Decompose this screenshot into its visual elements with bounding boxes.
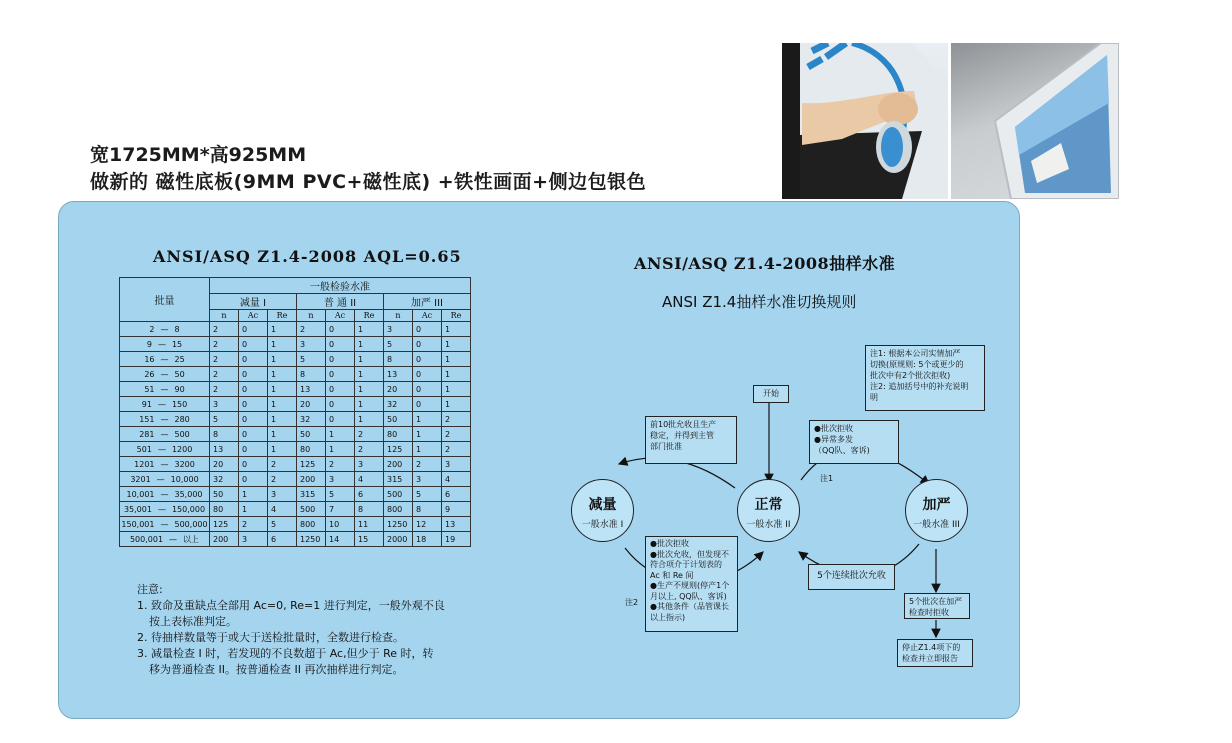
table-cell: 125 (297, 457, 326, 472)
aql-panel (58, 201, 1020, 719)
table-cell: 2 (442, 442, 471, 457)
table-cell: 0 (413, 397, 442, 412)
col-general-header: 一般检验水准 (210, 278, 471, 294)
table-cell: 32 (384, 397, 413, 412)
product-photo-hand (782, 43, 948, 199)
sub-header-re: Re (268, 310, 297, 322)
sub-header-ac: Ac (326, 310, 355, 322)
table-cell: 3 (239, 532, 268, 547)
lot-range-cell: 3201 — 10,000 (120, 472, 210, 487)
table-cell: 1 (442, 352, 471, 367)
table-cell: 2 (239, 517, 268, 532)
table-cell: 200 (384, 457, 413, 472)
lot-range-cell: 9 — 15 (120, 337, 210, 352)
table-cell: 315 (297, 487, 326, 502)
table-cell: 2 (210, 322, 239, 337)
table-cell: 0 (239, 472, 268, 487)
state-reduced: 减量 一般水准 I (571, 479, 634, 542)
table-cell: 14 (326, 532, 355, 547)
table-cell: 3 (297, 337, 326, 352)
table-cell: 11 (355, 517, 384, 532)
lot-range-cell: 2 — 8 (120, 322, 210, 337)
table-cell: 800 (384, 502, 413, 517)
table-cell: 1 (268, 382, 297, 397)
header-size-line: 宽1725MM*高925MM (90, 144, 307, 166)
table-cell: 2 (210, 367, 239, 382)
lot-range-cell: 26 — 50 (120, 367, 210, 382)
table-cell: 6 (442, 487, 471, 502)
lot-range-cell: 51 — 90 (120, 382, 210, 397)
table-cell: 1 (268, 427, 297, 442)
flow-stop-box: 停止Z1.4项下的 检查并立即报告 (897, 639, 973, 667)
table-cell: 13 (210, 442, 239, 457)
table-cell: 0 (239, 337, 268, 352)
table-cell: 0 (239, 322, 268, 337)
table-cell: 2000 (384, 532, 413, 547)
table-cell: 1 (355, 397, 384, 412)
table-cell: 32 (297, 412, 326, 427)
table-cell: 1 (442, 382, 471, 397)
lot-range-cell: 281 — 500 (120, 427, 210, 442)
table-cell: 50 (384, 412, 413, 427)
note-1: 1. 致命及重缺点全部用 Ac=0, Re=1 进行判定，一般外观不良 (137, 599, 445, 612)
sub-header-n: n (210, 310, 239, 322)
table-cell: 1 (355, 367, 384, 382)
table-cell: 3 (384, 322, 413, 337)
table-cell: 1 (442, 397, 471, 412)
table-cell: 1 (268, 412, 297, 427)
table-cell: 0 (239, 382, 268, 397)
table-cell: 1 (268, 337, 297, 352)
aql-title: ANSI/ASQ Z1.4-2008 AQL=0.65 (153, 247, 462, 266)
state-normal: 正常 一般水准 II (737, 479, 800, 542)
lot-range-cell: 35,001 — 150,000 (120, 502, 210, 517)
table-cell: 20 (384, 382, 413, 397)
table-cell: 7 (326, 502, 355, 517)
table-cell: 3 (210, 397, 239, 412)
table-cell: 1 (355, 322, 384, 337)
table-cell: 0 (326, 412, 355, 427)
table-cell: 1 (268, 442, 297, 457)
table-cell: 5 (326, 487, 355, 502)
lot-range-cell: 1201 — 3200 (120, 457, 210, 472)
table-cell: 2 (442, 427, 471, 442)
table-cell: 200 (210, 532, 239, 547)
table-cell: 8 (297, 367, 326, 382)
lot-range-cell: 10,001 — 35,000 (120, 487, 210, 502)
table-cell: 1 (413, 412, 442, 427)
table-cell: 200 (297, 472, 326, 487)
table-cell: 1 (442, 322, 471, 337)
note-1-cont: 按上表标准判定。 (149, 615, 237, 628)
state-tightened: 加严 一般水准 III (905, 479, 968, 542)
table-cell: 0 (239, 397, 268, 412)
table-cell: 8 (355, 502, 384, 517)
note1-label: 注1 (820, 474, 834, 483)
sub-header-re: Re (355, 310, 384, 322)
table-cell: 0 (326, 352, 355, 367)
level-tightened-header: 加严 III (384, 294, 471, 310)
flow-subtitle: ANSI Z1.4抽样水准切换规则 (662, 293, 857, 311)
note-3-cont: 移为普通检查 II。按普通检查 II 再次抽样进行判定。 (149, 663, 404, 676)
notes-heading: 注意: (137, 583, 163, 596)
table-cell: 0 (326, 397, 355, 412)
table-cell: 5 (413, 487, 442, 502)
note-2: 2. 待抽样数量等于或大于送检批量时，全数进行检查。 (137, 631, 404, 644)
table-cell: 20 (297, 397, 326, 412)
table-cell: 0 (413, 382, 442, 397)
sub-header-re: Re (442, 310, 471, 322)
sub-header-ac: Ac (239, 310, 268, 322)
table-cell: 5 (268, 517, 297, 532)
table-cell: 1 (268, 397, 297, 412)
table-cell: 6 (268, 532, 297, 547)
table-cell: 13 (297, 382, 326, 397)
table-cell: 1 (355, 382, 384, 397)
table-cell: 800 (297, 517, 326, 532)
table-cell: 3 (268, 487, 297, 502)
table-cell: 2 (297, 322, 326, 337)
table-cell: 9 (442, 502, 471, 517)
table-cell: 2 (268, 457, 297, 472)
sub-header-n: n (384, 310, 413, 322)
table-cell: 3 (413, 472, 442, 487)
table-cell: 1 (326, 442, 355, 457)
table-cell: 1 (355, 352, 384, 367)
table-cell: 50 (210, 487, 239, 502)
table-cell: 3 (355, 457, 384, 472)
lot-range-cell: 501 — 1200 (120, 442, 210, 457)
table-cell: 4 (268, 502, 297, 517)
sub-header-n: n (297, 310, 326, 322)
table-cell: 15 (355, 532, 384, 547)
table-cell: 0 (326, 367, 355, 382)
table-cell: 0 (239, 367, 268, 382)
table-cell: 315 (384, 472, 413, 487)
table-cell: 2 (268, 472, 297, 487)
table-cell: 2 (355, 442, 384, 457)
table-cell: 4 (442, 472, 471, 487)
header-material-line: 做新的 磁性底板(9MM PVC+磁性底) +铁性画面+侧边包银色 (90, 171, 647, 193)
table-cell: 13 (442, 517, 471, 532)
lot-range-cell: 151 — 280 (120, 412, 210, 427)
table-cell: 3 (442, 457, 471, 472)
table-cell: 0 (239, 442, 268, 457)
table-cell: 0 (326, 337, 355, 352)
sub-header-ac: Ac (413, 310, 442, 322)
flow-to-tightened-box: ●批次拒收 ●异常多发 （QQ队、客诉) (809, 420, 899, 464)
table-cell: 12 (413, 517, 442, 532)
table-cell: 80 (210, 502, 239, 517)
flow-five-reject-box: 5个批次在加严 检查时拒收 (904, 593, 970, 619)
table-cell: 500 (384, 487, 413, 502)
table-cell: 1 (239, 487, 268, 502)
level-reduced-header: 减量 I (210, 294, 297, 310)
table-cell: 6 (355, 487, 384, 502)
table-cell: 19 (442, 532, 471, 547)
table-cell: 2 (210, 337, 239, 352)
table-cell: 0 (239, 412, 268, 427)
table-cell: 32 (210, 472, 239, 487)
table-cell: 2 (442, 412, 471, 427)
table-cell: 125 (384, 442, 413, 457)
table-cell: 1 (355, 337, 384, 352)
table-cell: 1 (268, 352, 297, 367)
table-cell: 1 (239, 502, 268, 517)
table-cell: 13 (384, 367, 413, 382)
table-cell: 2 (355, 427, 384, 442)
note-3: 3. 减量检查 I 时，若发现的不良数超于 Ac,但少于 Re 时，转 (137, 647, 434, 660)
table-cell: 0 (239, 427, 268, 442)
table-cell: 1 (355, 412, 384, 427)
flow-reduced-back-box: ●批次拒收 ●批次允收，但发现不 符合项介于计划表的 Ac 和 Re 间 ●生产不规则(停产1个 月以上, QQ队、客诉) ●其他条件（品管课长 以上指示) (645, 536, 738, 632)
flow-title: ANSI/ASQ Z1.4-2008抽样水准 (634, 254, 896, 273)
table-cell: 0 (413, 337, 442, 352)
table-cell: 500 (297, 502, 326, 517)
table-cell: 0 (413, 322, 442, 337)
table-cell: 4 (355, 472, 384, 487)
lot-range-cell: 91 — 150 (120, 397, 210, 412)
table-cell: 1250 (384, 517, 413, 532)
table-cell: 5 (297, 352, 326, 367)
flow-five-accept-box: 5个连续批次允收 (808, 564, 895, 590)
flow-note-box: 注1: 根据本公司实情加严 切换(原规则: 5个或更少的 批次中有2个批次拒收) 注2: 追加括号中的补充说明 明 (865, 345, 985, 411)
table-cell: 1 (268, 322, 297, 337)
table-cell: 1 (442, 367, 471, 382)
table-cell: 8 (413, 502, 442, 517)
lot-range-cell: 150,001 — 500,000 (120, 517, 210, 532)
table-cell: 20 (210, 457, 239, 472)
table-cell: 0 (413, 352, 442, 367)
table-cell: 8 (210, 427, 239, 442)
table-cell: 0 (239, 457, 268, 472)
table-cell: 0 (239, 352, 268, 367)
table-cell: 10 (326, 517, 355, 532)
level-normal-header: 普 通 II (297, 294, 384, 310)
flow-to-reduced-box: 前10批允收且生产 稳定，并得到主管 部门批准 (645, 416, 737, 464)
table-cell: 80 (297, 442, 326, 457)
table-cell: 0 (326, 382, 355, 397)
flow-start-box: 开始 (753, 385, 789, 403)
lot-range-cell: 500,001 — 以上 (120, 532, 210, 547)
table-cell: 5 (210, 412, 239, 427)
table-cell: 1250 (297, 532, 326, 547)
table-cell: 1 (268, 367, 297, 382)
table-cell: 1 (413, 427, 442, 442)
lot-range-cell: 16 — 25 (120, 352, 210, 367)
table-cell: 0 (326, 322, 355, 337)
table-cell: 2 (210, 382, 239, 397)
table-cell: 50 (297, 427, 326, 442)
table-cell: 80 (384, 427, 413, 442)
table-cell: 0 (413, 367, 442, 382)
table-cell: 8 (384, 352, 413, 367)
table-cell: 5 (384, 337, 413, 352)
table-cell: 1 (413, 442, 442, 457)
table-cell: 2 (210, 352, 239, 367)
table-cell: 3 (326, 472, 355, 487)
table-cell: 1 (442, 337, 471, 352)
table-cell: 2 (413, 457, 442, 472)
table-cell: 2 (326, 457, 355, 472)
table-cell: 125 (210, 517, 239, 532)
table-cell: 1 (326, 427, 355, 442)
product-photo-frame (951, 43, 1119, 199)
note2-label: 注2 (625, 598, 639, 607)
table-cell: 18 (413, 532, 442, 547)
col-lot-header: 批量 (120, 278, 210, 322)
